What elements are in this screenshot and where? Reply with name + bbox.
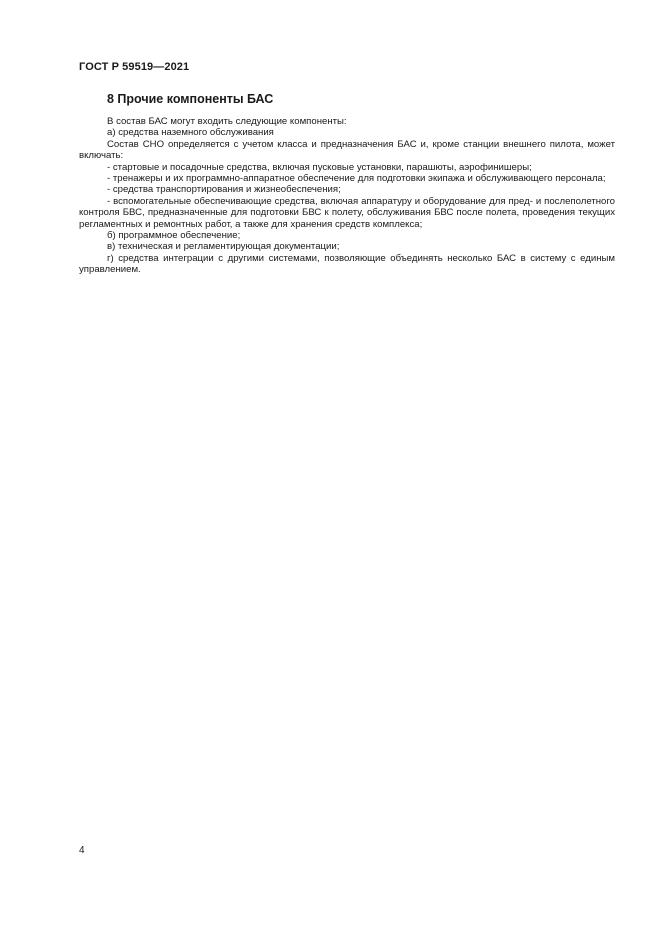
list-item-launch-landing: - стартовые и посадочные средства, включая пусковые установки, парашюты, аэрофинишеры; — [107, 161, 532, 173]
paragraph-sno-composition: Состав СНО определяется с учетом класса и предназначения БАС и, кроме станции внешнего пилота, может включать: — [79, 138, 615, 162]
list-item-auxiliary: - вспомогательные обеспечивающие средства, включая аппаратуру и оборудование для пред- и послеполетного контроля БВС, предназначенные для подготовки БВС к полету, обслуживания БВС после полета, проведения текущих регламентных и ремонтных работ, а также для хранения средств комплекса; — [79, 195, 615, 230]
list-item-v: в) техническая и регламентирующая документации; — [107, 241, 340, 253]
list-item-simulators: - тренажеры и их программно-аппаратное обеспечение для подготовки экипажа и обслуживающего персонала; — [107, 173, 606, 185]
section-title: 8 Прочие компоненты БАС — [107, 92, 274, 106]
document-header: ГОСТ Р 59519—2021 — [79, 61, 190, 73]
list-item-g: г) средства интеграции с другими системами, позволяющие объединять несколько БАС в систему с единым управлением. — [79, 252, 615, 276]
list-item-a: а) средства наземного обслуживания — [107, 127, 274, 139]
body-text — [79, 116, 615, 276]
paragraph-intro: В состав БАС могут входить следующие компоненты: — [107, 116, 347, 127]
list-item-transport: - средства транспортирования и жизнеобеспечения; — [107, 184, 341, 196]
list-item-b: б) программное обеспечение; — [107, 230, 241, 242]
page-number: 4 — [79, 845, 85, 856]
